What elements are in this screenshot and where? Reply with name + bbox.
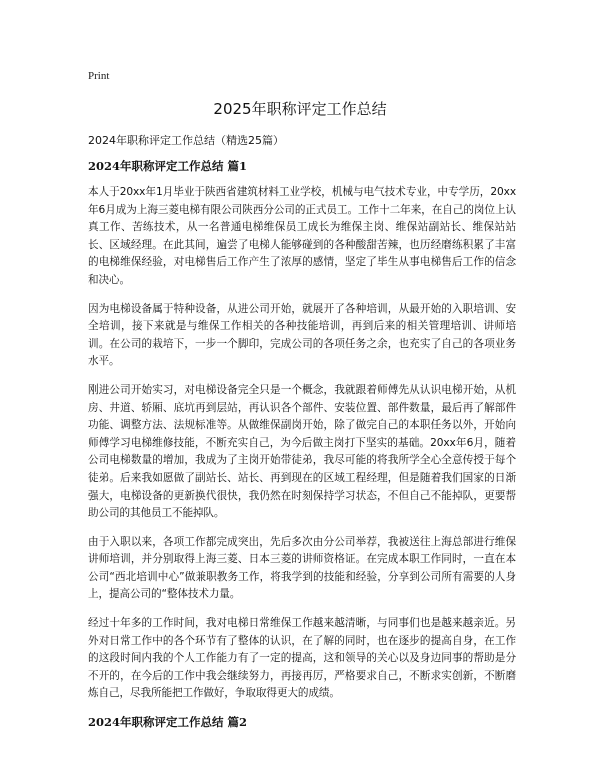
section-heading: 2024年职称评定工作总结 篇1 — [88, 159, 248, 173]
paragraph: 由于入职以来，各项工作都完成突出，先后多次由分公司举荐，我被送往上海总部进行维保讲师培训，并分别取得上海三菱、日本三菱的讲师资格证。在完成本职工作同时，一直在本公司“西北培训中心”做兼职教务工作，将我学到的技能和经验，分享到公司所有需要的人身上，提高公司的“整体技术力量。 — [88, 535, 516, 601]
page-title: 2025年职称评定工作总结 — [213, 100, 387, 118]
print-link[interactable]: Print — [88, 70, 110, 82]
section-heading: 2024年职称评定工作总结 篇2 — [88, 715, 248, 730]
document-subtitle: 2024年职称评定工作总结（精选25篇） — [88, 134, 284, 147]
paragraph: 因为电梯设备属于特种设备，从进公司开始，就展开了各种培训，从最开始的入职培训、安全培训，接下来就是与维保工作相关的各种技能培训，再到后来的相关管理培训、讲师培训。在公司的栽培下，一步一个脚印，完成公司的各项任务之余，也充实了自己的各项业务水平。 — [88, 302, 516, 368]
paragraph: 本人于20xx年1月毕业于陕西省建筑材料工业学校，机械与电气技术专业，中专学历，20xx年6月成为上海三菱电梯有限公司陕西分公司的正式员工。工作十二年来，在自己的岗位上认真工作、苦练技术，从一名普通电梯维保员工成长为维保主岗、维保站副站长、维保站站长、区域经理。在此其间，遍尝了电梯人能够碰到的各种酸甜苦辣，也历经磨练积累了丰富的电梯维保经验，对电梯售后工作产生了浓厚的感情，坚定了毕生从事电梯售后工作的信念和决心。 — [88, 186, 516, 286]
document-body — [88, 158, 516, 740]
paragraph: 刚进公司开始实习，对电梯设备完全只是一个概念，我就跟着师傅先从认识电梯开始，从机房、井道、轿厢、底坑再到层站，再认识各个部件、安装位置、部件数量，最后再了解部件功能、调整方法、法规标准等。从做维保副岗开始，除了做完自己的本职任务以外，开始向师傅学习电梯维修技能，不断充实自己，为今后做主岗打下坚实的基础。20xx年6月，随着公司电梯数量的增加，我成为了主岗开始带徒弟，我尽可能的将我所学全心全意传授于每个徒弟。后来我如愿做了副站长、站长、再到现在的区域工程经理，但是随着我们国家的日渐强大，电梯设备的更新换代很快，我仍然在时刻保持学习状态，不但自己不能掉队，更要帮助公司的其他员工不能掉队。 — [88, 383, 516, 520]
paragraph: 经过十年多的工作时间，我对电梯日常维保工作越来越清晰，与同事们也是越来越亲近。另外对日常工作中的各个环节有了整体的认识，在了解的同时，也在逐步的提高自身，在工作的这段时间内我的个人工作能力有了一定的提高，这和领导的关心以及身边同事的帮助是分不开的，在今后的工作中我会继续努力，再接再厉，严格要求自己，不断求实创新，不断磨炼自己，尽我所能把工作做好，争取取得更大的成绩。 — [88, 617, 516, 700]
